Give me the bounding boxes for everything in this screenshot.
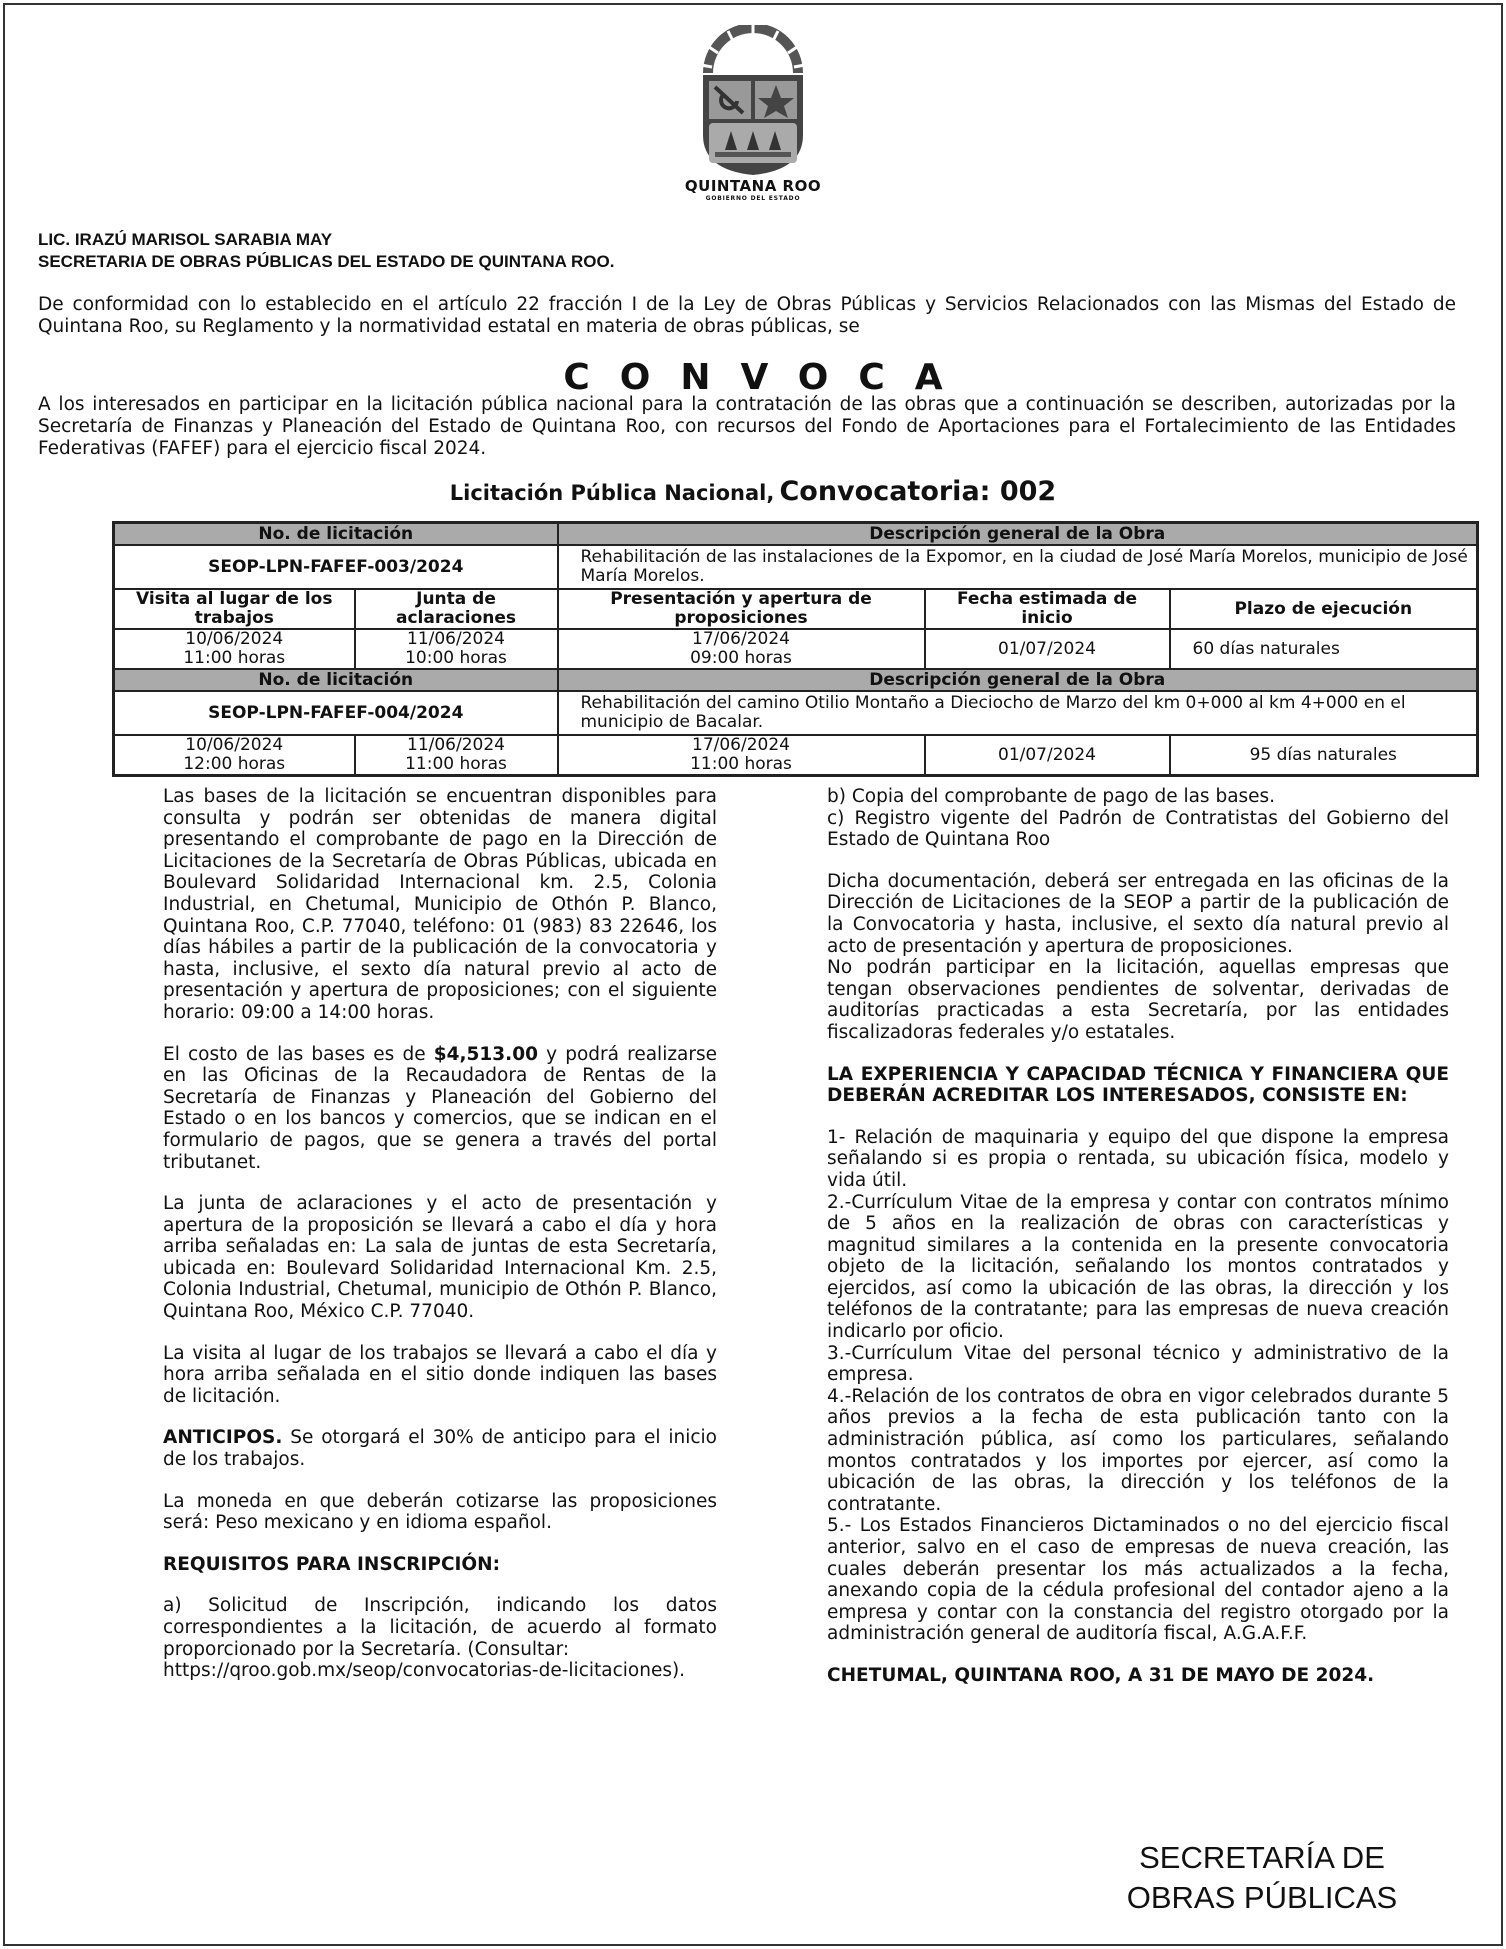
logo-subtitle: GOBIERNO DEL ESTADO (705, 195, 801, 202)
visita-1: 10/06/2024 11:00 horas (114, 629, 355, 669)
requisito-item-2: 2.-Currículum Vitae de la empresa y contar con contratos mínimo de 5 años en la realización de obras con características y magnitud similares a la contenida en la presente convocatoria objeto de la licitación, señalando los montos contratados y ejercidos, así como la ubicación de las obras, la dirección y los teléfonos de la contratante; para las empresas de nueva creación indicarlo por oficio. (827, 1191, 1449, 1343)
logo-name: QUINTANA ROO (684, 177, 822, 195)
header-visita: Visita al lugar de los trabajos (114, 589, 355, 629)
licitacion-desc-2: Rehabilitación del camino Otilio Montaño a Dieciocho de Marzo del km 0+000 al km 4+000 en el municipio de Bacalar. (558, 691, 1478, 735)
requisito-a: a) Solicitud de Inscripción, indicando los datos correspondientes a la licitación, de acuerdo al formato proporcionado por la Secretaría. (Consultar: (163, 1595, 717, 1660)
convocatoria-number: Convocatoria: 002 (779, 476, 1057, 507)
right-column (827, 786, 1449, 1707)
junta-1: 11/06/2024 10:00 horas (355, 629, 558, 669)
coat-of-arms-icon (693, 25, 813, 175)
signoff-line-1: SECRETARÍA DE (1139, 1840, 1385, 1875)
convoca-heading: CONVOCA (563, 357, 973, 398)
no-podran-paragraph: No podrán participar en la licitación, aquellas empresas que tengan observaciones pendientes de solventar, derivadas de auditorías practicadas a esta Secretaría, por las entidades fiscalizadoras federales y/o estatales. (827, 957, 1449, 1043)
junta-2: 11/06/2024 11:00 horas (355, 735, 558, 776)
plazo-1: 60 días naturales (1170, 629, 1478, 669)
licitaciones-table (112, 521, 1479, 777)
official-title: SECRETARIA DE OBRAS PÚBLICAS DEL ESTADO DE QUINTANA ROO. (38, 252, 615, 271)
presentacion-1: 17/06/2024 09:00 horas (558, 629, 925, 669)
scope-paragraph: A los interesados en participar en la licitación pública nacional para la contratación de las obras que a continuación se describen, autorizadas por la Secretaría de Finanzas y Planeación del Estado de Quintana Roo, con recursos del Fondo de Aportaciones para el Fortalecimiento de las Entidades Federativas (FAFEF) para el ejercicio fiscal 2024. (38, 394, 1456, 459)
official-name: LIC. IRAZÚ MARISOL SARABIA MAY (38, 230, 333, 249)
header-fecha-inicio: Fecha estimada de inicio (925, 589, 1170, 629)
header-plazo: Plazo de ejecución (1170, 589, 1478, 629)
requisito-c: c) Registro vigente del Padrón de Contratistas del Gobierno del Estado de Quintana Roo (827, 807, 1449, 851)
bases-paragraph: Las bases de la licitación se encuentran disponibles para consulta y podrán ser obtenidas de manera digital presentando el comprobante de pago en la Dirección de Licitaciones de la Secretaría de Obras Públicas, ubicada en Boulevard Solidaridad Internacional km. 2.5, Colonia Industrial, en Chetumal, Municipio de Othón P. Blanco, Quintana Roo, C.P. 77040, teléfono: 01 (983) 83 22646, los días hábiles a partir de la publicación de la convocatoria y hasta, inclusive, el sexto día natural previo al acto de presentación y apertura de proposiciones; con el siguiente horario: 09:00 a 14:00 horas. (163, 786, 717, 1023)
convocatoria-title (0, 476, 1506, 507)
header-num-1: No. de licitación (114, 523, 558, 546)
header-desc-1: Descripción general de la Obra (558, 523, 1478, 546)
inicio-2: 01/07/2024 (925, 735, 1170, 776)
visita-paragraph: La visita al lugar de los trabajos se llevará a cabo el día y hora arriba señalada en el sitio donde indiquen las bases de licitación. (163, 1342, 717, 1407)
header-junta: Junta de aclaraciones (355, 589, 558, 629)
requisito-item-3: 3.-Currículum Vitae del personal técnico y administrativo de la empresa. (827, 1342, 1449, 1386)
junta-paragraph: La junta de aclaraciones y el acto de presentación y apertura de la proposición se llevará a cabo el día y hora arriba señaladas en: La sala de juntas de esta Secretaría, ubicada en: Boulevard Solidaridad Internacional Km. 2.5, Colonia Industrial, Chetumal, municipio de Othón P. Blanco, Quintana Roo, México C.P. 77040. (163, 1193, 717, 1323)
intro-paragraph: De conformidad con lo establecido en el artículo 22 fracción I de la Ley de Obras Públicas y Servicios Relacionados con las Mismas del Estado de Quintana Roo, su Reglamento y la normatividad estatal en materia de obras públicas, se (38, 294, 1456, 337)
signoff (1072, 1838, 1452, 1918)
requisito-a-url[interactable]: https://qroo.gob.mx/seop/convocatorias-de-licitaciones). (163, 1660, 686, 1682)
experiencia-heading: LA EXPERIENCIA Y CAPACIDAD TÉCNICA Y FINANCIERA QUE DEBERÁN ACREDITAR LOS INTERESADOS, CONSISTE EN: (827, 1063, 1449, 1107)
licitacion-num-2: SEOP-LPN-FAFEF-004/2024 (114, 691, 558, 735)
header-desc-2: Descripción general de la Obra (558, 669, 1478, 691)
anticipos-paragraph: ANTICIPOS. Se otorgará el 30% de anticipo para el inicio de los trabajos. (163, 1427, 717, 1471)
moneda-paragraph: La moneda en que deberán cotizarse las proposiciones será: Peso mexicano y en idioma español. (163, 1490, 717, 1534)
signoff-line-2: OBRAS PÚBLICAS (1126, 1880, 1398, 1915)
header-presentacion: Presentación y apertura de proposiciones (558, 589, 925, 629)
costo-paragraph: El costo de las bases es de $4,513.00 y podrá realizarse en las Oficinas de la Recaudadora de Rentas de la Secretaría de Finanzas y Planeación del Gobierno del Estado o en los bancos y comercios, que se indican en el formulario de pagos, que se genera a través del portal tributanet. (163, 1043, 718, 1173)
costo-amount: $4,513.00 (433, 1043, 538, 1065)
requisito-b: b) Copia del comprobante de pago de las bases. (827, 786, 1276, 807)
convocatoria-prefix: Licitación Pública Nacional, (449, 481, 775, 505)
licitacion-desc-1: Rehabilitación de las instalaciones de la Expomor, en la ciudad de José María Morelos, municipio de José María Morelos. (558, 545, 1478, 589)
requisito-item-1: 1- Relación de maquinaria y equipo del que dispone la empresa señalando si es propia o rentada, su ubicación física, modelo y vida útil. (827, 1126, 1449, 1191)
state-logo (680, 25, 826, 225)
plazo-2: 95 días naturales (1170, 735, 1478, 776)
visita-2: 10/06/2024 12:00 horas (114, 735, 355, 776)
fecha-lugar: CHETUMAL, QUINTANA ROO, A 31 DE MAYO DE 2024. (827, 1664, 1375, 1686)
inicio-1: 01/07/2024 (925, 629, 1170, 669)
left-column (163, 786, 717, 1682)
documentacion-paragraph: Dicha documentación, deberá ser entregada en las oficinas de la Dirección de Licitaciones de la SEOP a partir de la publicación de la Convocatoria y hasta, inclusive, el sexto día natural previo al acto de presentación y apertura de proposiciones. (827, 870, 1449, 957)
requisito-item-4: 4.-Relación de los contratos de obra en vigor celebrados durante 5 años previos a la fecha de esta publicación tanto con la administración pública, así como los particulares, señalando montos contratados y los importes por ejercer, así como la ubicación de las obras, la dirección y los teléfonos de la contratante. (827, 1385, 1449, 1515)
requisitos-heading: REQUISITOS PARA INSCRIPCIÓN: (163, 1553, 501, 1575)
licitacion-num-1: SEOP-LPN-FAFEF-003/2024 (114, 545, 558, 589)
header-num-2: No. de licitación (114, 669, 558, 691)
presentacion-2: 17/06/2024 11:00 horas (558, 735, 925, 776)
requisito-item-5: 5.- Los Estados Financieros Dictaminados o no del ejercicio fiscal anterior, salvo en el caso de empresas de nueva creación, las cuales deberán presentar los más actualizados a la fecha, anexando copia de la cédula profesional del contador ajeno a la empresa y contar con la constancia del registro otorgado por la administración general de auditoría fiscal, A.G.A.F.F. (827, 1515, 1449, 1645)
